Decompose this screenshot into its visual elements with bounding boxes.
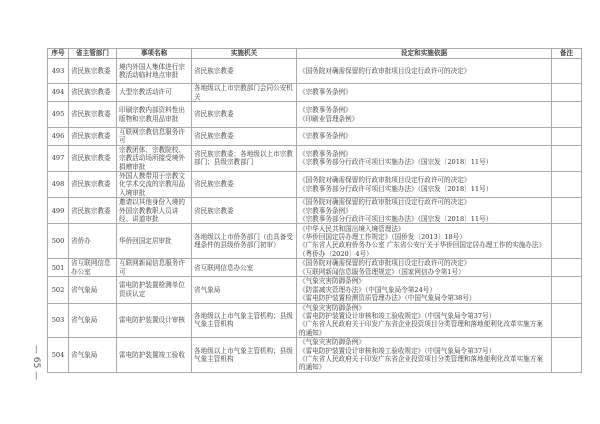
implementing-org-cell: 省互联网信息办公室 xyxy=(192,259,297,277)
dept-cell: 省侨办 xyxy=(69,224,117,259)
basis-line: 《气象灾害防御条例》 xyxy=(299,303,365,312)
basis-cell xyxy=(297,198,552,224)
table-row xyxy=(48,102,582,128)
row-number: 501 xyxy=(48,259,69,277)
basis-line: 《宗教事务部分行政许可项目实施办法》（国宗发〔2018〕11号） xyxy=(299,184,493,193)
column-header: 备注 xyxy=(552,49,582,59)
dept-cell: 省气象局 xyxy=(69,277,117,303)
basis-cell xyxy=(297,59,552,84)
basis-cell xyxy=(297,224,552,259)
basis-line: 《国务院对确需保留的行政审批项目设定行政许可的决定》 xyxy=(299,259,471,268)
basis-line: 《宗教事务条例》 xyxy=(299,88,352,97)
basis-line: 《国务院对确需保留的行政审批项目设定行政许可的决定》 xyxy=(299,66,471,75)
item-name-cell: 境内外国人集体进行宗教活动临时地点审批 xyxy=(117,59,192,84)
item-name-cell: 大型宗教活动许可 xyxy=(117,84,192,102)
table-row xyxy=(48,303,582,338)
note-cell xyxy=(552,172,582,198)
column-header: 事项名称 xyxy=(117,49,192,59)
dept-cell: 省气象局 xyxy=(69,303,117,338)
column-header: 省主管部门 xyxy=(69,49,117,59)
item-name-cell: 印刷宗教内部资料性出版物和宗教用品审批 xyxy=(117,102,192,128)
basis-cell xyxy=(297,102,552,128)
table-row xyxy=(48,145,582,171)
basis-line: 《宗教事务条例》 xyxy=(299,132,352,141)
dept-cell: 省民族宗教委 xyxy=(69,84,117,102)
basis-line: 《广东省人民政府关于印发广东省企业投资项目分类管理和落地便利化改革实施方案的通知》 xyxy=(299,354,543,372)
row-number: 493 xyxy=(48,59,69,84)
table-row xyxy=(48,277,582,303)
basis-cell xyxy=(297,172,552,198)
table-row xyxy=(48,198,582,224)
approval-items-table xyxy=(47,48,582,373)
note-cell xyxy=(552,198,582,224)
implementing-org-cell: 省民族宗教委 xyxy=(192,59,297,84)
column-header: 实施机关 xyxy=(192,49,297,59)
basis-cell xyxy=(297,145,552,171)
table-row xyxy=(48,128,582,146)
item-name-cell: 雷电防护装置竣工验收 xyxy=(117,338,192,373)
implementing-org-cell: 省气象局 xyxy=(192,277,297,303)
item-name-cell: 外国人携带用于宗教文化学术交流的宗教用品入境审批 xyxy=(117,172,192,198)
row-number: 504 xyxy=(48,338,69,373)
dept-cell: 省民族宗教委 xyxy=(69,128,117,146)
dept-cell: 省民族宗教委 xyxy=(69,102,117,128)
dept-cell: 省民族宗教委 xyxy=(69,198,117,224)
basis-cell xyxy=(297,277,552,303)
basis-line: 《宗教事务条例》 xyxy=(299,106,352,115)
basis-line: 《中华人民共和国出境入境管理法》 xyxy=(299,224,405,233)
note-cell xyxy=(552,84,582,102)
implementing-org-cell: 省民族宗教委 xyxy=(192,198,297,224)
column-header: 序号 xyxy=(48,49,69,59)
row-number: 495 xyxy=(48,102,69,128)
basis-cell xyxy=(297,259,552,277)
implementing-org-cell: 省民族宗教委；各地级以上市宗教部门；县级宗教部门 xyxy=(192,145,297,171)
basis-line: 《宗教事务条例》 xyxy=(299,150,352,159)
basis-cell xyxy=(297,128,552,146)
basis-line: 《互联网新闻信息服务管理规定》（国家网信办令第1号） xyxy=(299,267,465,276)
page-number: — 65 — xyxy=(31,345,41,381)
implementing-org-cell: 省民族宗教委 xyxy=(192,172,297,198)
item-name-cell: 雷电防护装置设计审核 xyxy=(117,303,192,338)
basis-cell xyxy=(297,84,552,102)
basis-line: 《气象灾害防御条例》 xyxy=(299,277,365,286)
row-number: 502 xyxy=(48,277,69,303)
item-name-cell: 互联网新闻信息服务许可 xyxy=(117,259,192,277)
note-cell xyxy=(552,59,582,84)
basis-line: 《广东省人民政府关于印发广东省企业投资项目分类管理和落地便利化改革实施方案的通知》 xyxy=(299,320,543,337)
row-number: 503 xyxy=(48,303,69,338)
implementing-org-cell: 各地级以上市宗教部门会同公安机关 xyxy=(192,84,297,102)
item-name-cell: 雷电防护装置检测单位资质认定 xyxy=(117,277,192,303)
note-cell xyxy=(552,224,582,259)
basis-line: 《雷电防护装置设计审核和竣工验收规定》（中国气象局令第37号） xyxy=(299,346,496,355)
note-cell xyxy=(552,128,582,146)
row-number: 496 xyxy=(48,128,69,146)
dept-cell: 省互联网信息办公室 xyxy=(69,259,117,277)
row-number: 498 xyxy=(48,172,69,198)
implementing-org-cell: 各地级以上市气象主管机构；县级气象主管机构 xyxy=(192,338,297,373)
table-row xyxy=(48,84,582,102)
basis-line: 《国务院对确需保留的行政审批项目设定行政许可的决定》 xyxy=(299,176,471,185)
implementing-org-cell: 各地级以上市侨务部门（由具备受理条件的县级侨务部门初审） xyxy=(192,224,297,259)
row-number: 494 xyxy=(48,84,69,102)
basis-line: 《雷电防护装置检测资质管理办法》（中国气象局令第38号） xyxy=(299,294,476,303)
implementing-org-cell: 各地级以上市气象主管机构；县级气象主管机构 xyxy=(192,303,297,338)
basis-line: 《气象灾害防御条例》 xyxy=(299,338,365,347)
table-row xyxy=(48,259,582,277)
row-number: 499 xyxy=(48,198,69,224)
note-cell xyxy=(552,145,582,171)
basis-line: 《华侨回国定居办理工作规定》（国侨发〔2013〕18号） xyxy=(299,233,466,242)
item-name-cell: 宗教团体、宗教院校、宗教活动场所接受境外捐赠审批 xyxy=(117,145,192,171)
dept-cell: 省民族宗教委 xyxy=(69,172,117,198)
row-number: 497 xyxy=(48,145,69,171)
row-number: 500 xyxy=(48,224,69,259)
basis-line: 《国务院对确需保留的行政审批项目设定行政许可的决定》 xyxy=(299,198,471,207)
basis-line: 《广东省人民政府侨务办公室 广东省公安厅关于华侨回国定居办理工作的实施办法》（粤侨办〔2020〕4号） xyxy=(299,241,546,258)
item-name-cell: 邀请以其他身份入境的外国宗教教职人员讲经、讲道审批 xyxy=(117,198,192,224)
basis-cell xyxy=(297,303,552,338)
basis-line: 《雷电防护装置设计审核和竣工验收规定》（中国气象局令第37号） xyxy=(299,311,496,320)
note-cell xyxy=(552,303,582,338)
basis-line: 《宗教事务条例》 xyxy=(299,206,352,215)
item-name-cell: 华侨回国定居审批 xyxy=(117,224,192,259)
basis-line: 《防雷减灾管理办法》（中国气象局令第24号） xyxy=(299,285,436,294)
item-name-cell: 互联网宗教信息服务许可 xyxy=(117,128,192,146)
implementing-org-cell: 省民族宗教委 xyxy=(192,102,297,128)
table-header xyxy=(48,49,582,59)
column-header: 设定和实施依据 xyxy=(297,49,552,59)
note-cell xyxy=(552,259,582,277)
basis-line: 《宗教事务部分行政许可项目实施办法》（国宗发〔2018〕11号） xyxy=(299,215,493,224)
note-cell xyxy=(552,338,582,373)
note-cell xyxy=(552,102,582,128)
basis-cell xyxy=(297,338,552,373)
basis-line: 《印刷业管理条例》 xyxy=(299,114,359,123)
dept-cell: 省民族宗教委 xyxy=(69,59,117,84)
dept-cell: 省民族宗教委 xyxy=(69,145,117,171)
table-row xyxy=(48,338,582,373)
implementing-org-cell: 省民族宗教委 xyxy=(192,128,297,146)
basis-line: 《宗教事务部分行政许可项目实施办法》（国宗发〔2018〕11号） xyxy=(299,158,493,167)
table-row xyxy=(48,172,582,198)
dept-cell: 省气象局 xyxy=(69,338,117,373)
table-row xyxy=(48,59,582,84)
table-row xyxy=(48,224,582,259)
note-cell xyxy=(552,277,582,303)
